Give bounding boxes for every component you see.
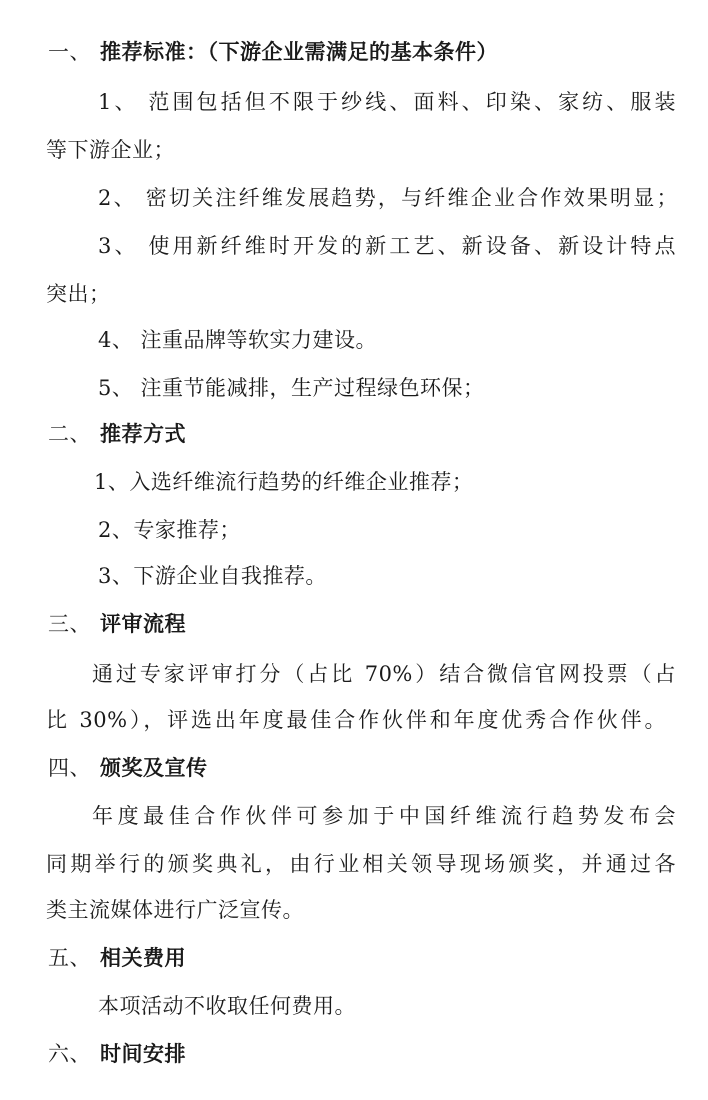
section-1-item-2: 2、 密切关注纤维发展趋势，与纤维企业合作效果明显； <box>98 186 678 210</box>
section-1-item-3-line-1: 3、 使用新纤维时开发的新工艺、新设备、新设计特点 <box>98 234 676 258</box>
section-3-body-line-1: 通过专家评审打分（占比 70%）结合微信官网投票（占 <box>92 662 676 686</box>
section-4-body-line-2: 同期举行的颁奖典礼，由行业相关领导现场颁奖，并通过各 <box>46 852 676 876</box>
section-4-body-line-1: 年度最佳合作伙伴可参加于中国纤维流行趋势发布会 <box>92 804 676 828</box>
section-1-item-4: 4、 注重品牌等软实力建设。 <box>98 328 378 352</box>
section-5-title: 相关费用 <box>100 946 186 970</box>
section-3-body-line-2: 比 30%），评选出年度最佳合作伙伴和年度优秀合作伙伴。 <box>46 708 666 732</box>
section-2-heading <box>48 412 448 456</box>
section-2-title: 推荐方式 <box>100 422 186 446</box>
section-2-item-1: 1、入选纤维流行趋势的纤维企业推荐； <box>94 470 474 494</box>
section-6-title: 时间安排 <box>100 1042 186 1066</box>
section-4-heading <box>48 746 448 790</box>
section-1-item-3-line-2: 突出； <box>46 282 111 306</box>
section-4-title: 颁奖及宣传 <box>100 756 208 780</box>
section-5-number: 五、 <box>48 946 91 970</box>
section-2-item-3: 3、下游企业自我推荐。 <box>98 564 327 588</box>
section-5-heading <box>48 936 448 980</box>
section-2-item-2: 2、专家推荐； <box>98 518 241 542</box>
section-3-title: 评审流程 <box>100 612 186 636</box>
section-1-heading <box>48 30 668 74</box>
section-3-number: 三、 <box>48 612 91 636</box>
section-6-number: 六、 <box>48 1042 91 1066</box>
section-1-item-1-line-1: 1、 范围包括但不限于纱线、面料、印染、家纺、服装 <box>98 90 676 114</box>
section-3-heading <box>48 602 448 646</box>
section-1-item-1-line-2: 等下游企业； <box>46 138 175 162</box>
section-1-item-5: 5、 注重节能减排，生产过程绿色环保； <box>98 376 485 400</box>
section-1-title: 推荐标准：（下游企业需满足的基本条件） <box>100 40 498 64</box>
section-4-number: 四、 <box>48 756 91 780</box>
section-1-number: 一、 <box>48 40 91 64</box>
section-5-body-line-1: 本项活动不收取任何费用。 <box>98 994 356 1018</box>
section-4-body-line-3: 类主流媒体进行广泛宣传。 <box>46 898 304 922</box>
section-6-heading <box>48 1032 448 1076</box>
section-2-number: 二、 <box>48 422 91 446</box>
